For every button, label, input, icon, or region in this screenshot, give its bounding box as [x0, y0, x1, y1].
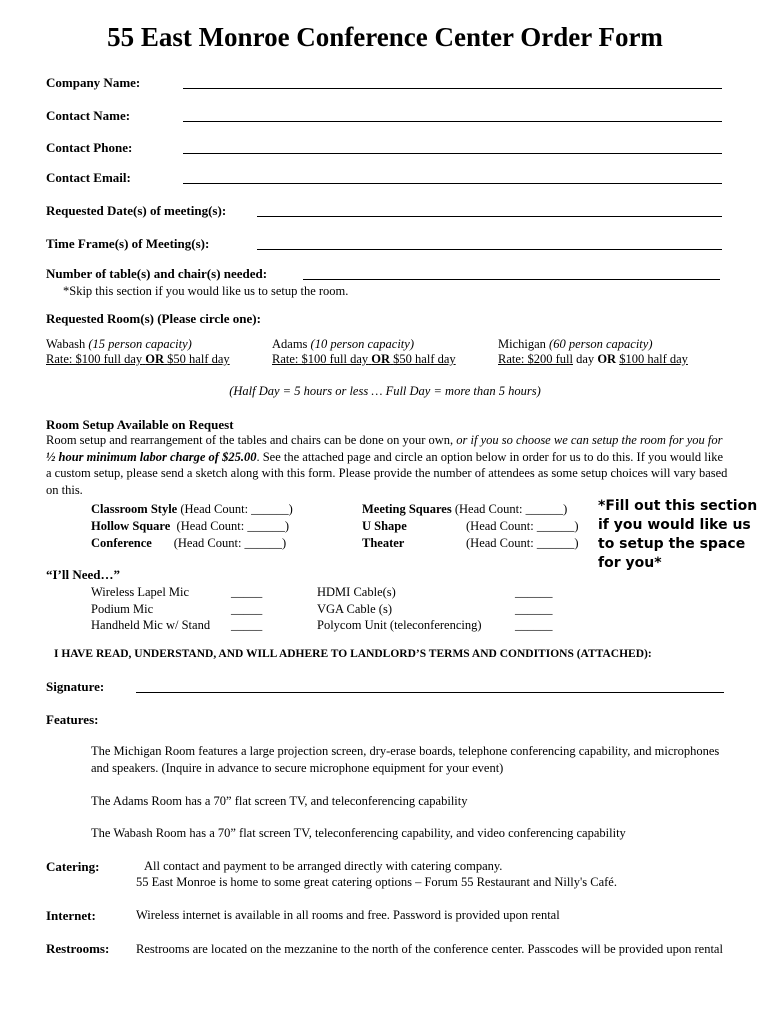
restrooms-label: Restrooms:	[46, 941, 110, 956]
rate-or: OR	[371, 352, 391, 366]
tables-chairs-field[interactable]	[303, 279, 720, 280]
setup-option-conference[interactable]: Conference (Head Count: ______)	[91, 536, 287, 550]
setup-option-meeting-squares[interactable]: Meeting Squares (Head Count: ______)	[362, 502, 568, 516]
rate-full: Rate: $100 full day	[46, 352, 143, 366]
need-item-polycom[interactable]: Polycom Unit (teleconferencing) ______	[317, 618, 553, 632]
room-capacity: (60 person capacity)	[549, 337, 653, 351]
rate-half: $50 half day	[167, 352, 230, 366]
internet-label: Internet:	[46, 908, 96, 923]
internet-text: Wireless internet is available in all rooms and free. Password is provided upon rental	[136, 908, 560, 922]
contact-email-label: Contact Email:	[46, 170, 131, 185]
requested-dates-label: Requested Date(s) of meeting(s):	[46, 203, 227, 218]
contact-name-field[interactable]	[183, 121, 722, 122]
rate-half: $100 half day	[619, 352, 688, 366]
time-frame-label: Time Frame(s) of Meeting(s):	[46, 236, 210, 251]
skip-note: *Skip this section if you would like us to setup the room.	[63, 284, 349, 298]
room-wabash[interactable]	[46, 337, 230, 367]
setup-heading: Room Setup Available on Request	[46, 417, 234, 432]
need-item-wireless-lapel-mic[interactable]: Wireless Lapel Mic _____	[91, 585, 263, 599]
setup-option-u-shape[interactable]: U Shape (Head Count: ______)	[362, 519, 579, 533]
signature-field[interactable]	[136, 692, 724, 693]
need-item-hdmi[interactable]: HDMI Cable(s) ______	[317, 585, 553, 599]
catering-line-1: All contact and payment to be arranged directly with catering company.	[144, 859, 503, 873]
need-left-list	[91, 584, 262, 634]
room-name: Wabash	[46, 337, 86, 351]
setup-option-hollow-square[interactable]: Hollow Square (Head Count: ______)	[91, 519, 290, 533]
rate-or: OR	[597, 352, 617, 366]
feature-michigan: The Michigan Room features a large projection screen, dry-erase boards, telephone conferencing capability, and microphones and speakers. (Inquire in advance to secure microphone equipment for your event)	[91, 744, 720, 775]
form-title: 55 East Monroe Conference Center Order Form	[107, 22, 663, 52]
room-name: Adams	[272, 337, 308, 351]
need-item-podium-mic[interactable]: Podium Mic _____	[91, 601, 263, 616]
catering-label: Catering:	[46, 859, 100, 874]
company-name-field[interactable]	[183, 88, 722, 89]
time-frame-field[interactable]	[257, 249, 722, 250]
rate-half: $50 half day	[393, 352, 456, 366]
room-name: Michigan	[498, 337, 546, 351]
catering-line-2: 55 East Monroe is home to some great catering options – Forum 55 Restaurant and Nilly's Café.	[136, 875, 617, 889]
setup-option-theater[interactable]: Theater (Head Count: ______)	[362, 536, 579, 550]
rooms-heading: Requested Room(s) (Please circle one):	[46, 311, 261, 326]
rate-full: Rate: $200 full	[498, 352, 573, 366]
features-heading: Features:	[46, 712, 99, 727]
room-capacity: (15 person capacity)	[88, 337, 192, 351]
company-name-label: Company Name:	[46, 75, 141, 90]
contact-email-field[interactable]	[183, 183, 722, 184]
signature-label: Signature:	[46, 679, 105, 694]
contact-phone-label: Contact Phone:	[46, 140, 133, 155]
room-michigan[interactable]	[498, 337, 688, 367]
need-item-handheld-mic[interactable]: Handheld Mic w/ Stand _____	[91, 618, 263, 632]
restrooms-text: Restrooms are located on the mezzanine to the north of the conference center. Passcodes will be provided upon rental	[136, 942, 723, 956]
feature-wabash: The Wabash Room has a 70” flat screen TV, teleconferencing capability, and video conferencing capability	[91, 826, 626, 840]
room-adams[interactable]	[272, 337, 456, 367]
ill-need-heading: “I’ll Need…”	[46, 567, 121, 582]
terms-agreement: I HAVE READ, UNDERSTAND, AND WILL ADHERE TO LANDLORD’S TERMS AND CONDITIONS (ATTACHED):	[54, 648, 652, 660]
need-right-list	[317, 584, 553, 634]
contact-name-label: Contact Name:	[46, 108, 131, 123]
setup-option-classroom[interactable]: Classroom Style (Head Count: ______)	[91, 502, 293, 516]
need-item-vga[interactable]: VGA Cable (s) ______	[317, 601, 553, 616]
setup-options-right	[362, 501, 578, 552]
rate-or: OR	[145, 352, 165, 366]
fill-out-note: *Fill out this section if you would like us to setup the space for you*	[598, 498, 758, 571]
feature-adams: The Adams Room has a 70” flat screen TV, and teleconferencing capability	[91, 794, 468, 808]
setup-paragraph: Room setup and rearrangement of the tables and chairs can be done on your own, or if you so choose we can setup the room for you for ½ hour minimum labor charge of $25.00. See the attached page and circle an option below in order for us to do this. If you would like a custom setup, please send a sketch along with this form. Please provide the number of attendees as some setup choices will vary based on this.	[46, 433, 728, 497]
rate-full: Rate: $100 full day	[272, 352, 369, 366]
room-capacity: (10 person capacity)	[310, 337, 414, 351]
contact-phone-field[interactable]	[183, 153, 722, 154]
half-day-note: (Half Day = 5 hours or less … Full Day = more than 5 hours)	[229, 384, 541, 398]
rate-mid: day	[576, 352, 595, 366]
requested-dates-field[interactable]	[257, 216, 722, 217]
setup-options-left	[91, 501, 293, 552]
tables-chairs-label: Number of table(s) and chair(s) needed:	[46, 266, 268, 281]
